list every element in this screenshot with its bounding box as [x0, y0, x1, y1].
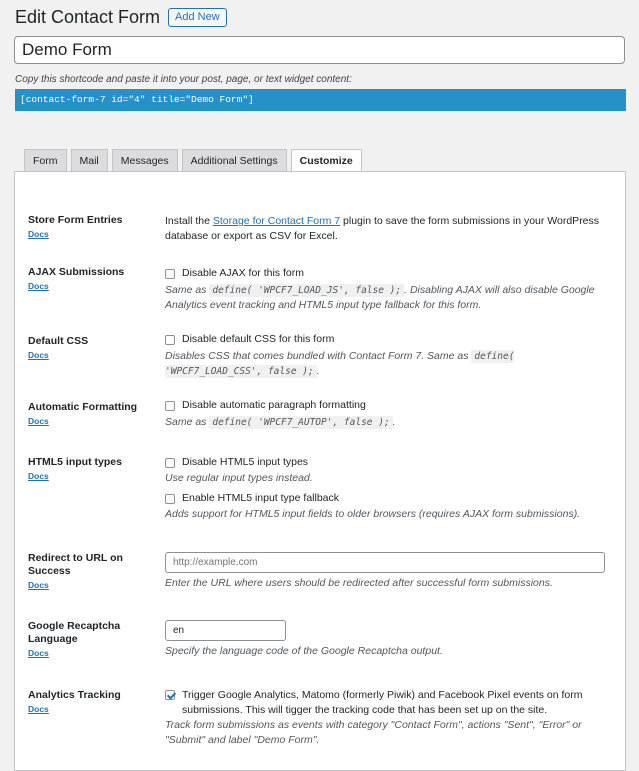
- row-label: [28, 620, 138, 660]
- customize-panel: [14, 171, 626, 771]
- css-desc-before: Disables CSS that comes bundled with Contact Form 7. Same as: [165, 350, 472, 362]
- analytics-description: Track form submissions as events with category "Contact Form", actions "Sent", "Error" or "Submit" and label "Demo Form".: [165, 719, 582, 746]
- disable-html5-label[interactable]: Disable HTML5 input types: [182, 456, 309, 468]
- autop-desc-after: .: [392, 416, 396, 428]
- row-label: [28, 266, 152, 293]
- row-label-text: Redirect to URL on Success: [28, 552, 123, 577]
- recaptcha-description: Specify the language code of the Google Recaptcha output.: [165, 645, 443, 657]
- row-label-text: Google Recaptcha Language: [28, 620, 121, 645]
- disable-ajax-checkbox-row[interactable]: [165, 266, 615, 281]
- redirect-description: Enter the URL where users should be redirected after successful form submissions.: [165, 577, 553, 589]
- docs-link[interactable]: Docs: [28, 704, 49, 714]
- disable-css-checkbox[interactable]: [165, 335, 175, 345]
- form-title-input[interactable]: [14, 36, 625, 64]
- row-body: [165, 214, 615, 244]
- row-label-text: Default CSS: [28, 335, 89, 347]
- add-new-button[interactable]: Add New: [168, 8, 227, 27]
- row-label: [28, 552, 138, 592]
- recaptcha-language-input[interactable]: [165, 620, 286, 641]
- autop-description: [165, 415, 615, 430]
- ajax-define-code: define( 'WPCF7_LOAD_JS', false );: [209, 284, 404, 297]
- row-label-text: Store Form Entries: [28, 214, 123, 226]
- row-label: [28, 689, 152, 716]
- autop-desc-before: Same as: [165, 416, 210, 428]
- disable-ajax-checkbox[interactable]: [165, 269, 175, 279]
- tab-additional-settings[interactable]: Additional Settings: [182, 149, 287, 172]
- autop-define-code: define( 'WPCF7_AUTOP', false );: [209, 416, 392, 429]
- disable-css-checkbox-row[interactable]: [165, 332, 615, 347]
- row-body: [165, 455, 615, 522]
- disable-css-label[interactable]: Disable default CSS for this form: [182, 333, 335, 345]
- row-label-text: Analytics Tracking: [28, 689, 121, 701]
- store-text-after: plugin to save the form submissions in your WordPress database or export as CSV for Excel.: [165, 215, 600, 242]
- row-body: [165, 620, 615, 659]
- docs-link[interactable]: Docs: [28, 648, 49, 658]
- docs-link[interactable]: Docs: [28, 416, 49, 426]
- css-description: [165, 349, 615, 379]
- storage-plugin-link[interactable]: Storage for Contact Form 7: [212, 215, 341, 227]
- css-define-code: define( 'WPCF7_LOAD_CSS', false );: [165, 351, 515, 377]
- row-body: [165, 688, 615, 748]
- disable-ajax-label[interactable]: Disable AJAX for this form: [182, 267, 304, 279]
- docs-link[interactable]: Docs: [28, 471, 49, 481]
- docs-link[interactable]: Docs: [28, 350, 49, 360]
- html5-fallback-description: Adds support for HTML5 input fields to older browsers (requires AJAX form submissions).: [165, 508, 581, 520]
- css-desc-after: .: [316, 365, 320, 377]
- row-label: [28, 456, 152, 483]
- ajax-description: [165, 283, 615, 313]
- docs-link[interactable]: Docs: [28, 580, 49, 590]
- row-label-text: Automatic Formatting: [28, 401, 138, 413]
- row-label: [28, 214, 152, 241]
- page-header: [15, 6, 227, 28]
- page-title: Edit Contact Form: [15, 7, 161, 27]
- row-label: [28, 401, 152, 428]
- tab-mail[interactable]: Mail: [71, 149, 108, 172]
- row-label: [28, 335, 152, 362]
- redirect-url-input[interactable]: [165, 552, 605, 573]
- row-label-text: HTML5 input types: [28, 456, 122, 468]
- html5-fallback-checkbox[interactable]: [165, 494, 175, 504]
- html5-fallback-checkbox-row[interactable]: [165, 491, 615, 506]
- ajax-desc-after: . Disabling AJAX will also disable Google Analytics event tracking and HTML5 input type fallback for this form.: [165, 284, 595, 311]
- html5-fallback-label[interactable]: Enable HTML5 input type fallback: [182, 492, 340, 504]
- tab-form[interactable]: Form: [24, 149, 67, 172]
- docs-link[interactable]: Docs: [28, 281, 49, 291]
- analytics-checkbox[interactable]: [165, 690, 175, 700]
- disable-autop-checkbox[interactable]: [165, 401, 175, 411]
- html5-description: Use regular input types instead.: [165, 472, 313, 484]
- shortcode-hint: Copy this shortcode and paste it into your post, page, or text widget content:: [15, 74, 352, 85]
- disable-html5-checkbox[interactable]: [165, 458, 175, 468]
- analytics-label[interactable]: Trigger Google Analytics, Matomo (formerly Piwik) and Facebook Pixel events on form submissions. This will tigger the tracking code that has been set up on the site.: [182, 689, 583, 716]
- shortcode-field[interactable]: [contact-form-7 id="4" title="Demo Form"]: [15, 89, 626, 111]
- ajax-desc-before: Same as: [165, 284, 210, 296]
- store-text-before: Install the: [165, 215, 213, 227]
- row-body: [165, 398, 615, 430]
- disable-autop-checkbox-row[interactable]: [165, 398, 615, 413]
- tab-messages[interactable]: Messages: [112, 149, 178, 172]
- tab-bar: [24, 149, 366, 173]
- row-body: [165, 552, 615, 591]
- row-body: [165, 332, 615, 379]
- tab-customize[interactable]: Customize: [291, 149, 362, 173]
- disable-autop-label[interactable]: Disable automatic paragraph formatting: [182, 399, 366, 411]
- row-body: [165, 266, 615, 313]
- disable-html5-checkbox-row[interactable]: [165, 455, 615, 470]
- row-label-text: AJAX Submissions: [28, 266, 125, 278]
- analytics-checkbox-row[interactable]: [165, 688, 615, 718]
- docs-link[interactable]: Docs: [28, 229, 49, 239]
